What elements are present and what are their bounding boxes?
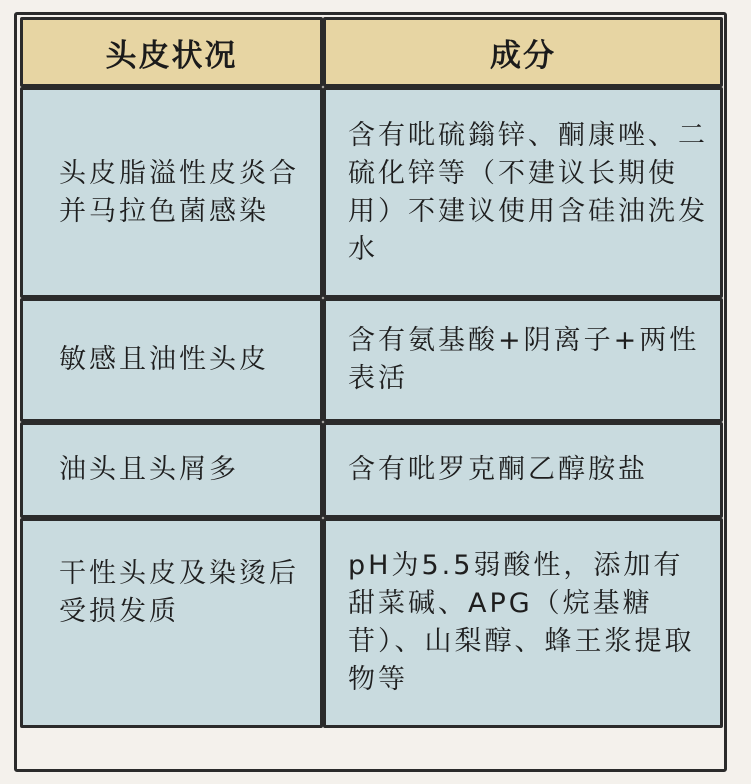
table-row-1-condition [20,87,323,298]
table-row-2-condition [20,298,323,422]
condition-text: 头皮脂溢性皮炎合并马拉色菌感染 [59,157,299,227]
table-row-3-condition [20,422,323,518]
ingredients-text: 含有吡硫鎓锌、酮康唑、二硫化锌等（不建议长期使用）不建议使用含硅油洗发水 [348,119,708,265]
ingredients-text: 含有氨基酸+阴离子+两性表活 [348,325,700,394]
header-scalp-condition [20,17,323,87]
table-row-2-ingredients [323,298,723,422]
table-row-4-condition [20,518,323,728]
header-ingredients-label: 成分 [490,37,556,74]
ingredients-text: pH为5.5弱酸性，添加有甜菜碱、APG（烷基糖苷）、山梨醇、蜂王浆提取物等 [348,550,695,695]
table-row-1-ingredients [323,87,723,298]
table-row-4-ingredients [323,518,723,728]
condition-text: 油头且头屑多 [59,454,239,485]
header-scalp-condition-label: 头皮状况 [105,37,238,74]
ingredients-text: 含有吡罗克酮乙醇胺盐 [348,454,648,485]
condition-text: 干性头皮及染烫后受损发质 [59,558,299,627]
header-ingredients [323,17,723,87]
condition-text: 敏感且油性头皮 [59,344,269,375]
table-row-3-ingredients [323,422,723,518]
